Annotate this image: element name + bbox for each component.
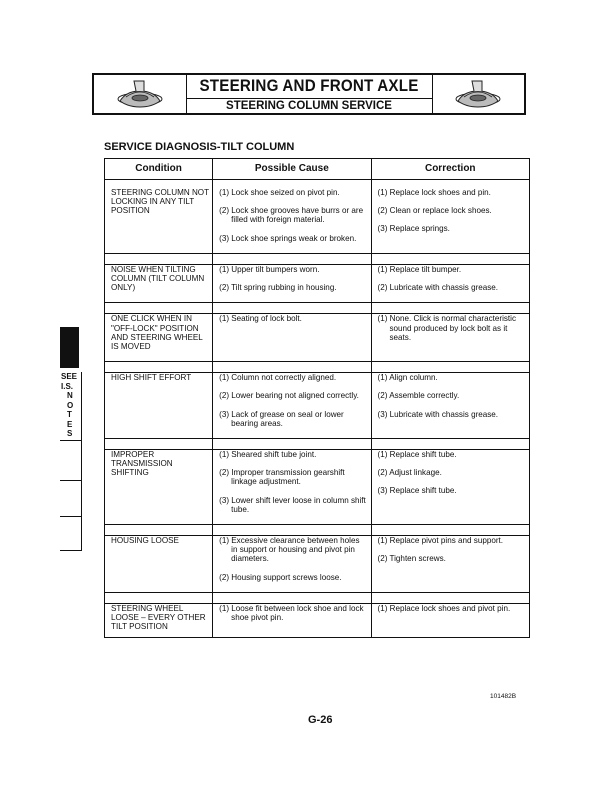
condition-cell: HOUSING LOOSE [105, 536, 213, 582]
page-subtitle: STEERING COLUMN SERVICE [226, 100, 392, 112]
table-spacer-cell [105, 351, 213, 362]
correction-item: (1) Replace shift tube. [377, 450, 457, 460]
side-tab-marker [60, 327, 79, 368]
condition-cell: STEERING COLUMN NOT LOCKING IN ANY TILT POSITION [105, 188, 213, 243]
table-spacer-cell [371, 428, 530, 439]
table-spacer-cell [213, 351, 371, 362]
cause-item: (1) Seating of lock bolt. [219, 314, 302, 324]
correction-item: (2) Lubricate with chassis grease. [377, 283, 499, 293]
condition-cell: IMPROPER TRANSMISSION SHIFTING [105, 450, 213, 515]
table-spacer-cell [105, 180, 213, 189]
cause-item: (1) Upper tilt bumpers worn. [219, 264, 320, 274]
table-spacer-cell [105, 292, 213, 303]
table-row [105, 188, 530, 243]
table-row [105, 603, 530, 631]
table-spacer-cell [213, 253, 371, 264]
table-spacer-cell [105, 439, 213, 450]
cause-item: (1) Excessive clearance between holes in support or housing and pivot pin diameters. [219, 536, 360, 564]
table-spacer-cell [213, 243, 371, 254]
table-spacer-cell [371, 582, 530, 593]
side-note-ref: I.S. [61, 381, 74, 391]
table-spacer-cell [371, 631, 530, 638]
side-note-letter: S [67, 429, 73, 438]
cause-cell [213, 264, 371, 292]
correction-item: (3) Replace shift tube. [377, 486, 457, 496]
header-rule [186, 98, 432, 99]
cause-item: (2) Tilt spring rubbing in housing. [219, 283, 337, 293]
notes-line [60, 516, 82, 517]
table-spacer-cell [213, 525, 371, 536]
table-spacer-cell [371, 592, 530, 603]
side-note-letter: O [67, 400, 74, 410]
section-title: SERVICE DIAGNOSIS-TILT COLUMN [104, 141, 295, 153]
cause-item: (2) Lock shoe grooves have burrs or are filled with foreign material. [219, 206, 364, 225]
page-header [92, 73, 526, 115]
cause-cell [213, 373, 371, 428]
cause-item: (1) Column not correctly aligned. [219, 373, 337, 383]
table-row [105, 450, 530, 515]
cause-item: (2) Improper transmission gearshift linkage adjustment. [219, 468, 345, 487]
table-body [105, 180, 530, 638]
table-spacer-cell [213, 292, 371, 303]
correction-cell [371, 603, 530, 631]
correction-item: (3) Replace springs. [377, 224, 450, 234]
correction-item: (1) Replace tilt bumper. [377, 264, 462, 274]
cause-item: (1) Lock shoe seized on pivot pin. [219, 188, 340, 197]
page-title: STEERING AND FRONT AXLE [199, 77, 419, 95]
table-spacer-cell [105, 303, 213, 314]
table-spacer-cell [213, 439, 371, 450]
table-spacer-cell [105, 592, 213, 603]
correction-item: (2) Tighten screws. [377, 554, 446, 564]
diagnosis-table [104, 158, 530, 638]
column-header-possible-cause: Possible Cause [213, 159, 371, 180]
table-row [105, 314, 530, 351]
correction-item: (2) Clean or replace lock shoes. [377, 206, 492, 216]
correction-item: (3) Lubricate with chassis grease. [377, 409, 499, 419]
table-spacer-cell [371, 514, 530, 525]
table-spacer-cell [213, 428, 371, 439]
table-row [105, 536, 530, 582]
cause-item: (1) Sheared shift tube joint. [219, 450, 317, 460]
table-header-row [105, 159, 530, 180]
side-note [61, 372, 77, 439]
cause-cell [213, 450, 371, 515]
table-spacer-cell [213, 631, 371, 638]
column-header-correction: Correction [371, 159, 530, 180]
table-spacer-cell [213, 514, 371, 525]
side-note-letter: T [67, 410, 72, 419]
cause-item: (2) Lower bearing not aligned correctly. [219, 391, 359, 401]
table-spacer-cell [105, 428, 213, 439]
table-spacer-cell [105, 582, 213, 593]
cause-item: (2) Housing support screws loose. [219, 572, 342, 582]
cause-item: (3) Lower shift lever loose in column shift tube. [219, 495, 366, 514]
table-spacer-cell [105, 514, 213, 525]
correction-cell [371, 450, 530, 515]
table-spacer-cell [371, 362, 530, 373]
correction-item: (2) Adjust linkage. [377, 468, 442, 478]
condition-cell: ONE CLICK WHEN IN "OFF-LOCK" POSITION AND STEERING WHEEL IS MOVED [105, 314, 213, 351]
cause-cell [213, 603, 371, 631]
table-row [105, 264, 530, 292]
correction-item: (1) Align column. [377, 373, 438, 383]
table-row [105, 373, 530, 428]
condition-cell: HIGH SHIFT EFFORT [105, 373, 213, 428]
table-spacer-cell [213, 180, 371, 189]
correction-cell [371, 373, 530, 428]
condition-cell: STEERING WHEEL LOOSE – EVERY OTHER TILT POSITION [105, 603, 213, 631]
correction-item: (2) Assemble correctly. [377, 391, 460, 401]
correction-item: (1) Replace lock shoes and pivot pin. [377, 603, 511, 613]
side-note-letter: E [67, 419, 73, 429]
table-spacer-cell [213, 592, 371, 603]
correction-item: (1) Replace lock shoes and pin. [377, 188, 491, 197]
table-spacer-cell [371, 253, 530, 264]
notes-line [60, 550, 82, 551]
side-note-letter: N [67, 391, 73, 400]
cause-cell [213, 188, 371, 243]
table-spacer-cell [105, 362, 213, 373]
side-note-see: SEE [61, 372, 78, 381]
steering-wheel-emblem-icon [96, 77, 184, 111]
table-spacer-cell [371, 243, 530, 254]
correction-item: (1) None. Click is normal characteristic sound produced by lock bolt as it seats. [377, 314, 517, 342]
table-spacer-cell [213, 362, 371, 373]
table-spacer-cell [371, 292, 530, 303]
correction-cell [371, 188, 530, 243]
column-header-condition: Condition [105, 159, 213, 180]
condition-cell: NOISE WHEN TILTING COLUMN (TILT COLUMN ONLY) [105, 264, 213, 292]
table-spacer-cell [371, 351, 530, 362]
table-spacer-cell [105, 253, 213, 264]
steering-wheel-emblem-icon [434, 77, 522, 111]
table-spacer-cell [105, 243, 213, 254]
cause-cell [213, 536, 371, 582]
cause-item: (1) Loose fit between lock shoe and lock shoe pivot pin. [219, 603, 364, 623]
table-spacer-cell [213, 582, 371, 593]
notes-margin-line [81, 372, 82, 550]
cause-item: (3) Lock shoe springs weak or broken. [219, 233, 357, 243]
notes-line [60, 480, 82, 481]
table-spacer-cell [105, 631, 213, 638]
correction-cell [371, 314, 530, 351]
table-spacer-cell [213, 303, 371, 314]
table-spacer-cell [105, 525, 213, 536]
correction-cell [371, 264, 530, 292]
figure-code: 101482B [490, 693, 517, 700]
table-spacer-cell [371, 439, 530, 450]
cause-item: (3) Lack of grease on seal or lower bearing areas. [219, 409, 344, 428]
cause-cell [213, 314, 371, 351]
header-divider-right [432, 75, 433, 113]
table-spacer-cell [371, 303, 530, 314]
page-number: G-26 [308, 714, 333, 726]
notes-line [60, 440, 82, 441]
correction-cell [371, 536, 530, 582]
table-spacer-cell [371, 525, 530, 536]
correction-item: (1) Replace pivot pins and support. [377, 536, 504, 546]
table-spacer-cell [371, 180, 530, 189]
